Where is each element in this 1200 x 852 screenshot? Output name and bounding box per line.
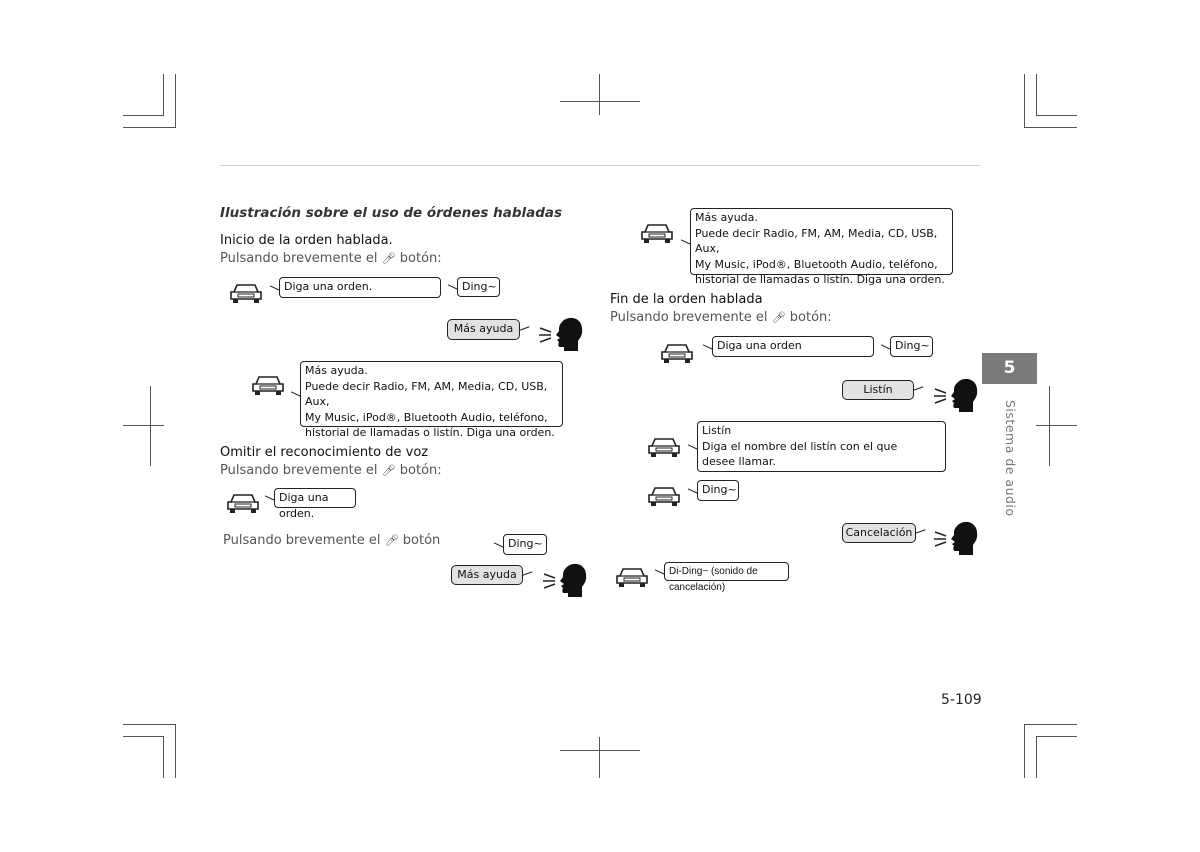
crop-mark [1036, 736, 1037, 778]
instruction-end: botón: [789, 310, 832, 325]
response-line: My Music, iPod®, Bluetooth Audio, teléfono, [305, 410, 548, 424]
response-line: Puede decir Radio, FM, AM, Media, CD, USB, Aux, [695, 226, 938, 255]
crop-mark [599, 737, 600, 778]
system-speech-bubble: Diga una orden [712, 336, 874, 357]
instruction-end: botón: [399, 251, 442, 266]
crop-mark [1036, 115, 1077, 116]
header-rule [220, 165, 980, 166]
crop-mark [150, 386, 151, 466]
response-line: Más ayuda. [305, 364, 368, 377]
response-line: Diga el nombre del listín con el que [702, 439, 898, 453]
crop-mark [123, 736, 164, 737]
user-command-bubble: Más ayuda [451, 565, 523, 585]
voice-button-icon: 🎤︎ [381, 252, 396, 265]
crop-mark [175, 724, 176, 778]
instruction-end: botón [402, 533, 441, 548]
crop-mark [1036, 425, 1077, 426]
car-icon [647, 485, 681, 507]
instruction-end: botón: [399, 463, 442, 478]
system-response-bubble [300, 361, 563, 439]
speaking-head-icon [933, 520, 979, 556]
page-heading: Ilustración sobre el uso de órdenes habladas [220, 205, 563, 221]
crop-mark [163, 74, 164, 116]
instruction-start: Pulsando brevemente el [220, 251, 378, 266]
response-line: Puede decir Radio, FM, AM, Media, CD, USB, Aux, [305, 379, 548, 408]
crop-mark [1036, 74, 1037, 116]
instruction-text [223, 533, 440, 548]
crop-mark [1024, 74, 1025, 128]
car-icon [660, 342, 694, 364]
section-title: Inicio de la orden hablada. [220, 233, 393, 248]
crop-mark [175, 74, 176, 128]
system-response-bubble [697, 421, 946, 472]
crop-mark [599, 74, 600, 115]
ding-bubble: Ding~ [503, 534, 547, 555]
crop-mark [1024, 724, 1077, 725]
crop-mark [123, 724, 176, 725]
section-title: Omitir el reconocimiento de voz [220, 445, 429, 460]
user-command-bubble: Cancelación [842, 523, 916, 543]
chapter-tab: 5 [982, 353, 1037, 384]
response-line: My Music, iPod®, Bluetooth Audio, teléfono, [695, 257, 938, 271]
speaking-head-icon [542, 562, 588, 598]
car-icon [615, 566, 649, 588]
response-line: Más ayuda. [695, 211, 758, 224]
user-command-bubble: Listín [842, 380, 914, 400]
speaking-head-icon [538, 316, 584, 352]
ding-bubble: Ding~ [890, 336, 933, 357]
car-icon [229, 282, 263, 304]
crop-mark [1036, 736, 1077, 737]
instruction-start: Pulsando brevemente el [220, 463, 378, 478]
ding-bubble: Ding~ [457, 277, 500, 297]
crop-mark [123, 115, 164, 116]
section-title: Fin de la orden hablada [610, 292, 763, 307]
response-line: desee llamar. [702, 455, 776, 468]
crop-mark [560, 750, 640, 751]
car-icon [640, 222, 674, 244]
crop-mark [1024, 127, 1077, 128]
voice-button-icon: 🎤︎ [381, 464, 396, 477]
voice-button-icon: 🎤︎ [771, 311, 786, 324]
crop-mark [560, 101, 640, 102]
system-speech-bubble: Diga una orden. [274, 488, 356, 508]
crop-mark [1049, 386, 1050, 466]
instruction-text [220, 463, 442, 478]
crop-mark [123, 127, 176, 128]
ding-bubble: Ding~ [697, 480, 739, 501]
instruction-start: Pulsando brevemente el [223, 533, 381, 548]
page-number: 5-109 [941, 692, 982, 708]
response-line: Listín [702, 424, 732, 437]
chapter-label: Sistema de audio [1003, 400, 1018, 517]
crop-mark [123, 425, 164, 426]
crop-mark [1024, 724, 1025, 778]
instruction-text [610, 310, 832, 325]
speaking-head-icon [933, 377, 979, 413]
car-icon [251, 374, 285, 396]
instruction-text [220, 251, 442, 266]
crop-mark [163, 736, 164, 778]
user-command-bubble: Más ayuda [447, 319, 520, 340]
instruction-start: Pulsando brevemente el [610, 310, 768, 325]
response-line: historial de llamadas o listín. Diga una orden. [305, 426, 555, 439]
car-icon [647, 436, 681, 458]
voice-button-icon: 🎤︎ [384, 534, 399, 547]
response-line: historial de llamadas o listín. Diga una orden. [695, 273, 945, 286]
system-speech-bubble: Diga una orden. [279, 277, 441, 298]
car-icon [226, 492, 260, 514]
system-response-bubble [690, 208, 953, 286]
cancel-sound-bubble: Di-Ding~ (sonido de cancelación) [664, 562, 789, 581]
